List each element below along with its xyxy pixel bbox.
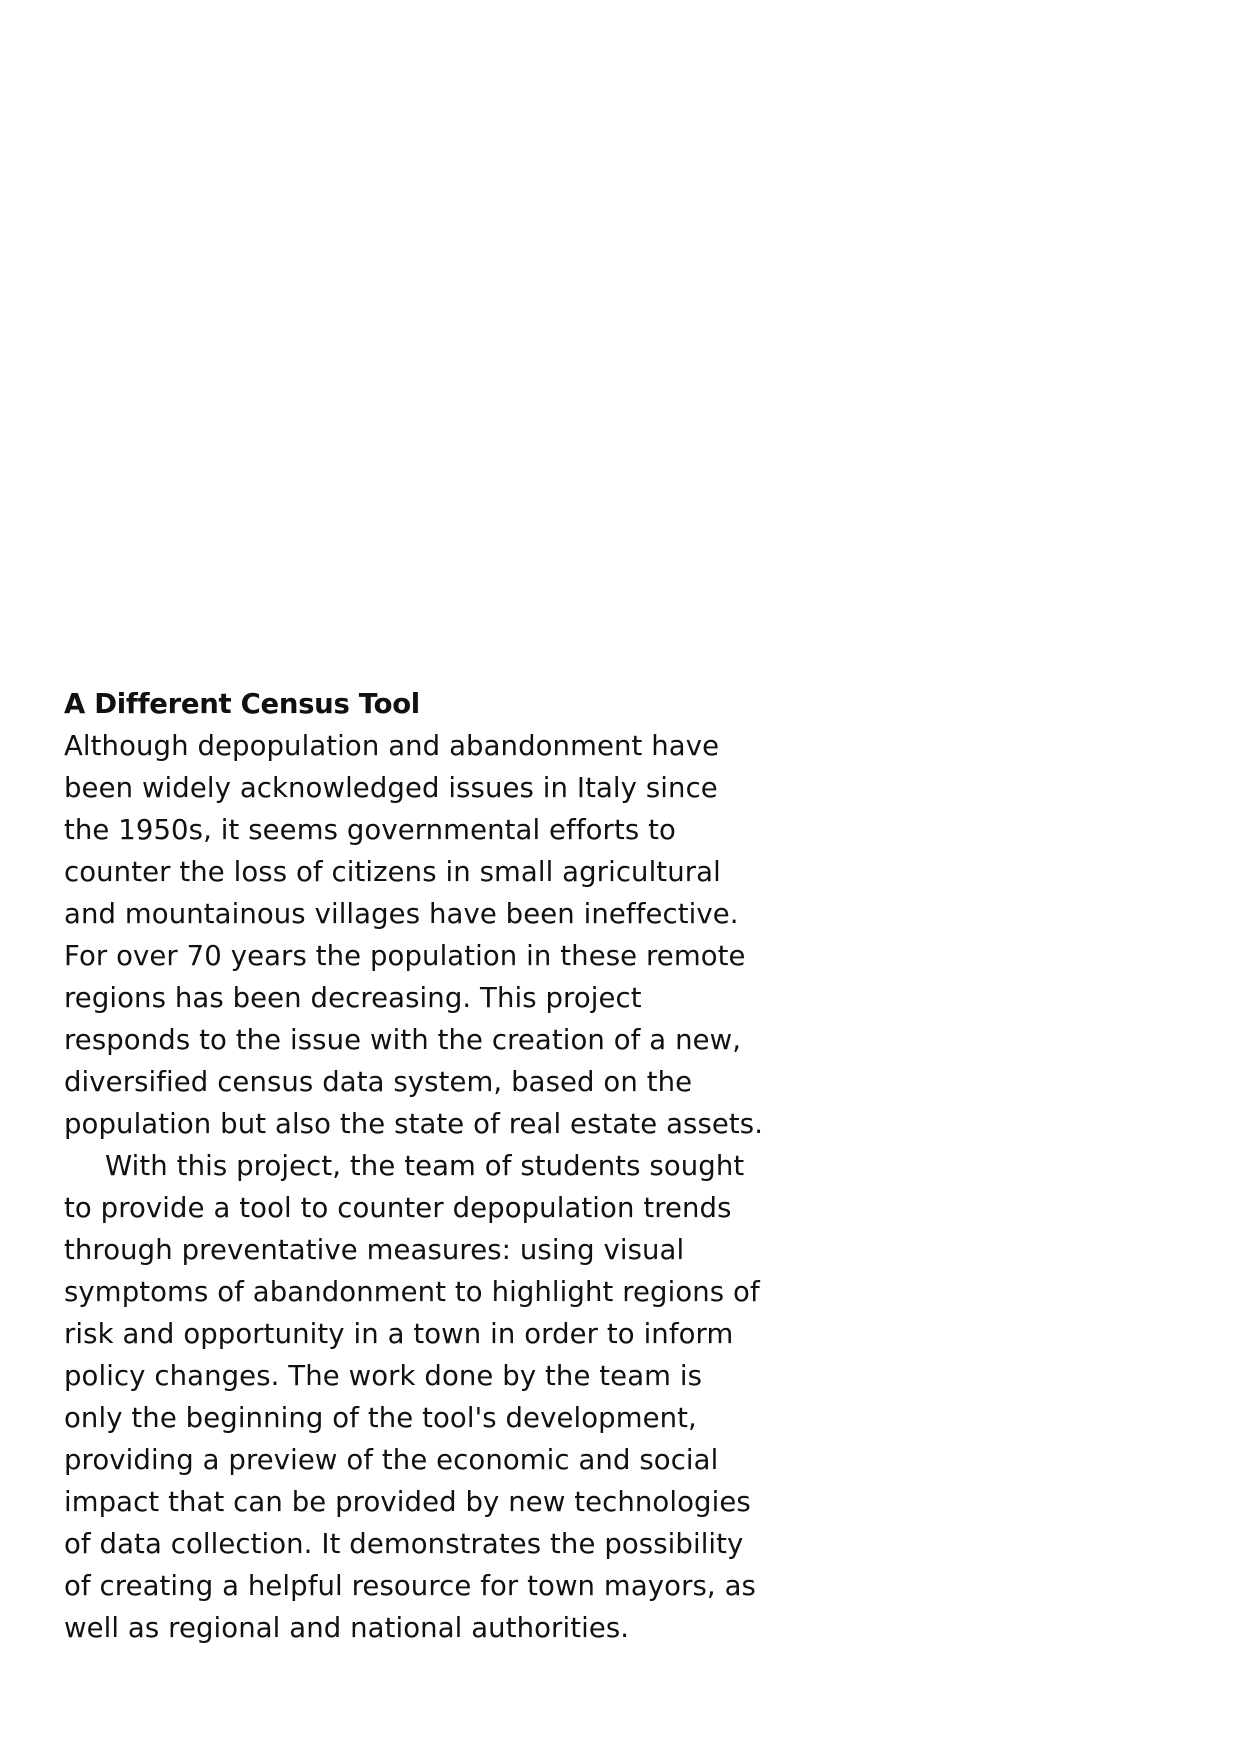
text-line: of data collection. It demonstrates the possibility <box>64 1528 744 1560</box>
text-line: counter the loss of citizens in small agricultural <box>64 856 721 888</box>
text-line: population but also the state of real estate assets. <box>64 1108 764 1140</box>
text-line: symptoms of abandonment to highlight regions of <box>64 1276 760 1308</box>
text-line: of creating a helpful resource for town mayors, as <box>64 1570 756 1602</box>
text-line: policy changes. The work done by the team is <box>64 1360 703 1392</box>
text-line: only the beginning of the tool's development, <box>64 1402 697 1434</box>
text-line: to provide a tool to counter depopulation trends <box>64 1192 732 1224</box>
text-line: the 1950s, it seems governmental efforts to <box>64 814 676 846</box>
text-line: been widely acknowledged issues in Italy since <box>64 772 718 804</box>
text-line: regions has been decreasing. This project <box>64 982 642 1014</box>
paragraph-2 <box>64 1145 804 1649</box>
text-line: and mountainous villages have been ineffective. <box>64 898 739 930</box>
text-line: diversified census data system, based on the <box>64 1066 693 1098</box>
text-line: through preventative measures: using visual <box>64 1234 685 1266</box>
text-line: risk and opportunity in a town in order to inform <box>64 1318 734 1350</box>
text-line: With this project, the team of students sought <box>105 1150 745 1182</box>
text-line: providing a preview of the economic and social <box>64 1444 719 1476</box>
text-line: For over 70 years the population in these remote <box>64 940 746 972</box>
text-line: responds to the issue with the creation of a new, <box>64 1024 742 1056</box>
text-line: impact that can be provided by new technologies <box>64 1486 751 1518</box>
text-line: well as regional and national authorities. <box>64 1612 630 1644</box>
article-text-block <box>64 683 804 1649</box>
paragraph-1 <box>64 725 804 1145</box>
text-line: Although depopulation and abandonment have <box>64 730 720 762</box>
section-heading: A Different Census Tool <box>64 688 420 720</box>
